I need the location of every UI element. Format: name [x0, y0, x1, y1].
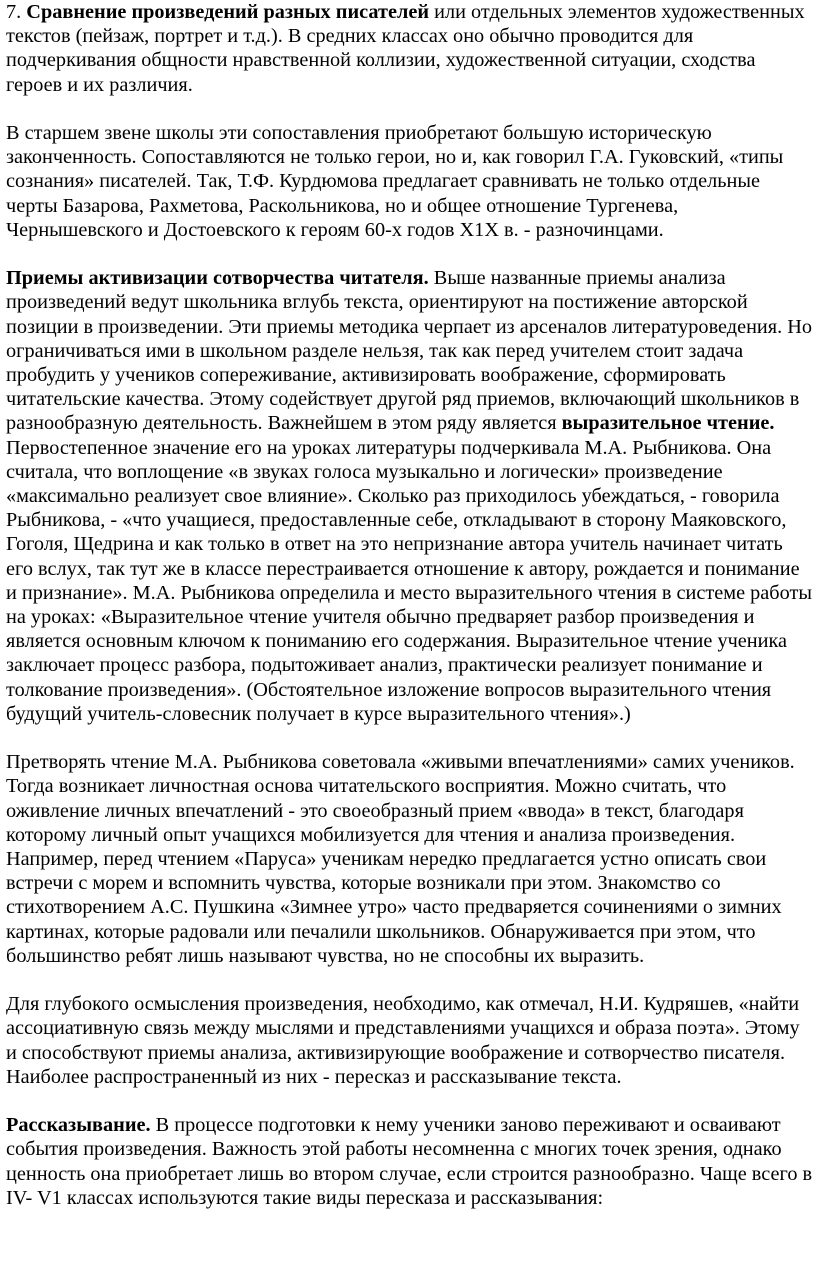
paragraph-senior-school — [6, 121, 814, 242]
paragraph-co-creation — [6, 266, 814, 726]
document-page — [6, 0, 814, 1234]
paragraph-text: Претворять чтение М.А. Рыбникова советовала «живыми впечатлениями» самих учеников. Тогда возникает личностная основа читательского восприятия. Можно считать, что оживление личных впечатлений - это своеобразный прием «ввода» в текст, благодаря которому личный опыт учащихся мобилизуется для чтения и анализа произведения. Например, перед чтением «Паруса» ученикам нередко предлагается устно описать свои встречи с морем и вспомнить чувства, которые возникали при этом. Знакомство со стихотворением А.С. Пушкина «Зимнее утро» часто предваряется сочинениями о зимних картинах, которые радовали или печалили школьников. Обнаруживается при этом, что большинство ребят лишь называют чувства, но не способны их выразить. — [6, 751, 795, 967]
paragraph-text: В процессе подготовки к нему ученики заново переживают и осваивают события произведения. Важность этой работы несомненна с многих точек зрения, однако ценность она приобретает лишь во втором случае, если строится разнообразно. Чаще всего в IV- V1 классах используются такие виды пересказа и рассказывания: — [6, 1114, 813, 1209]
paragraph-text: Для глубокого осмысления произведения, необходимо, как отмечал, Н.И. Кудряшев, «найти ассоциативную связь между мыслями и представлениями учащихся и образа поэта». Этому и способствуют приемы анализа, активизирующие воображение и сотворчество писателя. Наиболее распространенный из них - пересказ и рассказывание текста. — [6, 993, 800, 1088]
paragraph-text: Первостепенное значение его на уроках литературы подчеркивала М.А. Рыбникова. Она считала, что воплощение «в звуках голоса музыкально и логически» произведение «максимально реализует свое влияние». Сколько раз приходилось убеждаться, - говорила Рыбникова, - «что учащиеся, предоставленные себе, откладывают в сторону Маяковского, Гоголя, Щедрина и как только в ответ на это непризнание автора учитель начинает читать его вслух, так тут же в классе перестраивается отношение к автору, рождается и понимание и признание». М.А. Рыбникова определила и место выразительного чтения в системе работы на уроках: «Выразительное чтение учителя обычно предваряет разбор произведения и является основным ключом к пониманию его содержания. Выразительное чтение ученика заключает процесс разбора, подытоживает анализ, практически реализует понимание и толкование произведения». (Обстоятельное изложение вопросов выразительного чтения будущий учитель-словесник получает в курсе выразительного чтения».) — [6, 436, 812, 725]
item-number: 7. — [6, 1, 22, 23]
paragraph-comparison — [6, 0, 814, 97]
paragraph-text: или отдельных элементов художественных текстов (пейзаж, портрет и т.д.). В средних классах оно обычно проводится для подчеркивания общности нравственной коллизии, художественной ситуации, сходства героев и их различия. — [6, 1, 805, 96]
paragraph-deep-understanding — [6, 992, 814, 1089]
paragraph-retelling — [6, 1113, 814, 1210]
paragraph-impressions — [6, 750, 814, 968]
heading-retelling: Рассказывание. — [6, 1114, 151, 1137]
paragraph-text: В старшем звене школы эти сопоставления приобретают большую историческую законченность. Сопоставляются не только герои, но и, как говорил Г.А. Гуковский, «типы сознания» писателей. Так, Т.Ф. Курдюмова предлагает сравнивать не только отдельные черты Базарова, Рахметова, Раскольникова, но и общее отношение Тургенева, Чернышевского и Достоевского к героям 60-х годов Х1Х в. - разночинцами. — [6, 122, 784, 241]
paragraph-text: Выше названные приемы анализа произведений ведут школьника вглубь текста, ориентируют на постижение авторской позиции в произведении. Эти приемы методика черпает из арсеналов литературоведения. Но ограничиваться ими в школьном разделе нельзя, так как перед учителем стоит задача пробудить у учеников сопереживание, активизировать воображение, сформировать читательские качества. Этому содействует другой ряд приемов, включающий школьников в разнообразную деятельность. Важнейшем в этом ряду является — [6, 267, 813, 435]
heading-comparison: Сравнение произведений разных писателей — [26, 1, 430, 23]
term-expressive-reading: выразительное чтение. — [561, 412, 775, 435]
heading-co-creation: Приемы активизации сотворчества читателя. — [6, 267, 429, 290]
